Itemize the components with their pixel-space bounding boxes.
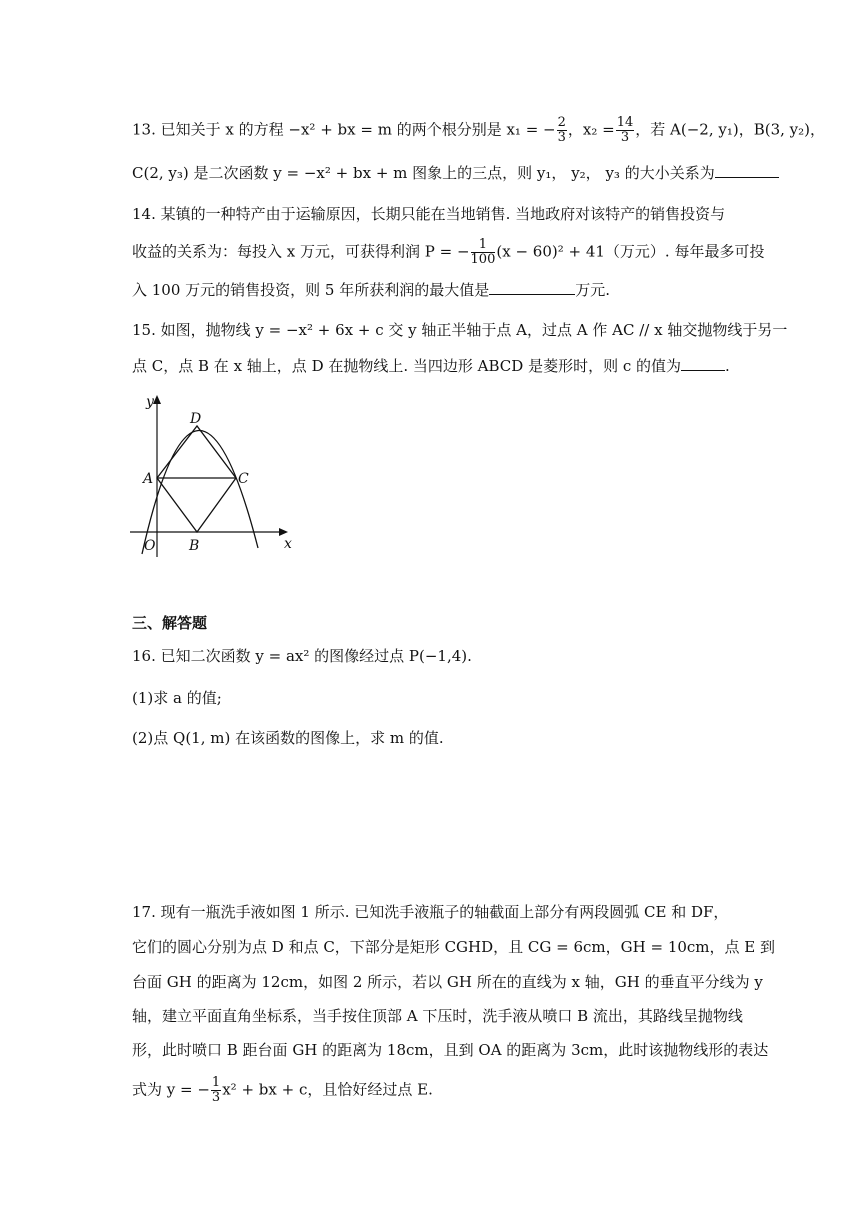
parabola <box>142 430 258 554</box>
label-D: D <box>190 411 202 427</box>
q16-part-2: (2)点 Q(1, m) 在该函数的图像上，求 m 的值. <box>132 729 444 747</box>
q17-line-6 <box>132 1076 732 1105</box>
q14-text-a: 收益的关系为：每投入 x 万元，可获得利润 P = − <box>132 242 470 261</box>
q13-text-2: C(2, y₃) 是二次函数 y = −x² + bx + m 图象上的三点，则 y₁， y₂， y₃ 的大小关系为 <box>132 164 715 182</box>
q15-answer-blank[interactable] <box>681 356 725 371</box>
q17-text-a: 式为 y = − <box>132 1080 210 1099</box>
q14-line-2 <box>132 237 765 267</box>
label-O: O <box>144 538 156 554</box>
coef-fraction: $\frac{1}{3}$ <box>211 1075 221 1105</box>
q15-line-1: 15. 如图，抛物线 y = −x² + 6x + c 交 y 轴正半轴于点 A，过点 A 作 AC // x 轴交抛物线于另一 <box>132 321 788 339</box>
q13-text-c: ，若 A(−2, y₁)，B(3, y₂)， <box>635 120 825 139</box>
rhombus-abcd <box>157 426 236 532</box>
label-A: A <box>143 471 154 487</box>
q17-line-4: 轴，建立平面直角坐标系，当手按住顶部 A 下压时，洗手液从喷口 B 流出，其路线呈抛物线 <box>132 1007 743 1025</box>
label-y: y <box>146 394 154 410</box>
q17-line-2: 它们的圆心分别为点 D 和点 C，下部分是矩形 CGHD，且 CG = 6cm，GH = 10cm，点 E 到 <box>132 938 776 956</box>
q16-part-1: (1)求 a 的值; <box>132 689 222 707</box>
label-C: C <box>238 471 249 487</box>
q14-line-1: 14. 某镇的一种特产由于运输原因，长期只能在当地销售. 当地政府对该特产的销售投资与 <box>132 205 726 223</box>
q14-text-d: 万元. <box>575 281 611 299</box>
label-B: B <box>189 538 200 554</box>
q13-line-1 <box>132 115 825 145</box>
q13-text-a: 13. 已知关于 x 的方程 −x² + bx = m 的两个根分别是 x₁ = − <box>132 120 556 139</box>
q15-text-2: 点 C，点 B 在 x 轴上，点 D 在抛物线上. 当四边形 ABCD 是菱形时，则 c 的值为 <box>132 357 682 375</box>
q13-text-b: ，x₂ = <box>567 120 615 139</box>
q16-line-1: 16. 已知二次函数 y = ax² 的图像经过点 P(−1,4). <box>132 647 472 665</box>
q14-text-c: 入 100 万元的销售投资，则 5 年所获利润的最大值是 <box>132 281 490 299</box>
q15-figure <box>124 392 304 562</box>
q14-text-b: (x − 60)² + 41（万元）. 每年最多可投 <box>496 242 765 261</box>
q14-answer-blank[interactable] <box>489 280 575 295</box>
y-axis-arrow <box>153 395 161 404</box>
p-fraction: $\frac{1}{100}$ <box>470 237 496 267</box>
q17-line-1: 17. 现有一瓶洗手液如图 1 所示. 已知洗手液瓶子的轴截面上部分有两段圆弧 CE 和 DF， <box>132 903 729 921</box>
q14-line-3 <box>132 280 732 300</box>
q13-answer-blank[interactable] <box>715 163 779 178</box>
q15-line-2: 点 C，点 B 在 x 轴上，点 D 在抛物线上. 当四边形 ABCD 是菱形时，则 c 的值为 . <box>132 357 730 375</box>
q17-line-5: 形，此时喷口 B 距台面 GH 的距离为 18cm，且到 OA 的距离为 3cm，此时该抛物线形的表达 <box>132 1041 769 1059</box>
label-x: x <box>284 536 292 552</box>
q17-line-3: 台面 GH 的距离为 12cm，如图 2 所示，若以 GH 所在的直线为 x 轴，GH 的垂直平分线为 y <box>132 973 763 991</box>
q13-line-2 <box>132 163 732 183</box>
x1-fraction: $\frac{2}{3}$ <box>557 115 566 145</box>
x2-fraction: $\frac{14}{3}$ <box>616 115 634 145</box>
q17-text-b: x² + bx + c，且恰好经过点 E. <box>222 1080 433 1099</box>
x-axis-arrow <box>279 528 288 536</box>
section-3-title: 三、解答题 <box>132 614 208 632</box>
